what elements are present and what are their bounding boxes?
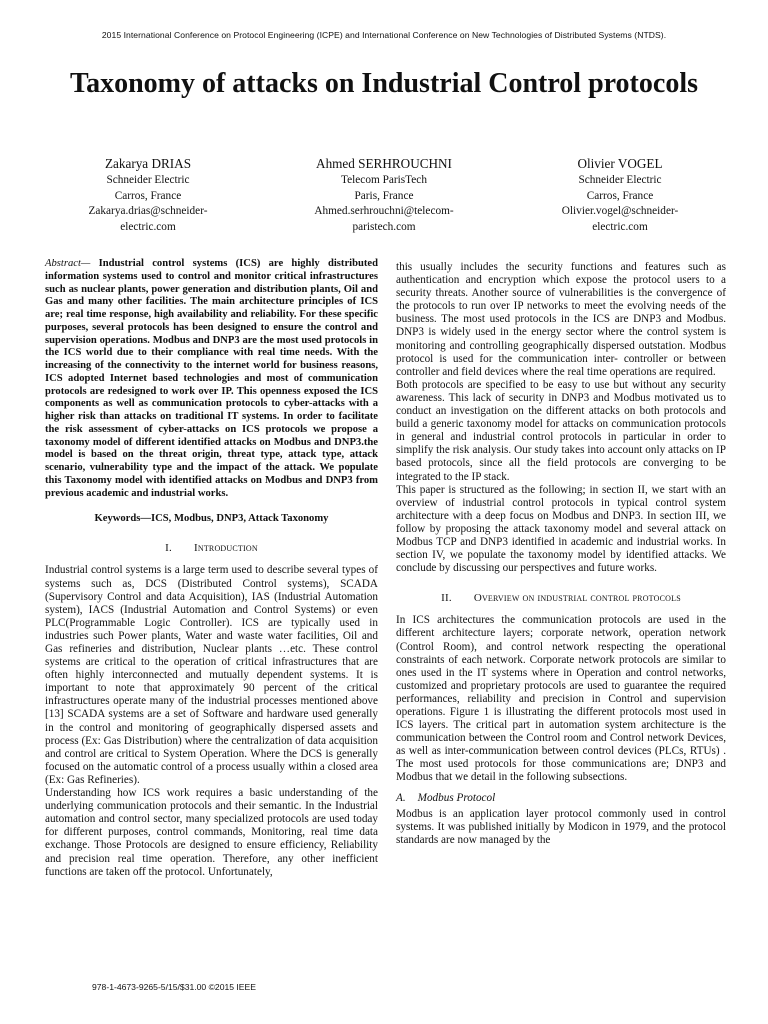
author-email-continued: electric.com	[120, 220, 176, 233]
author-3	[520, 154, 720, 235]
author-email-continued: paristech.com	[352, 220, 416, 233]
section-number: II.	[441, 592, 452, 605]
author-email: Olivier.vogel@schneider-	[561, 205, 679, 217]
paragraph: Modbus is an application layer protocol commonly used in control systems. It was published initially by Modicon in 1979, and the protocol standards are now managed by the	[396, 807, 726, 846]
right-column	[396, 261, 726, 847]
conference-header: 2015 International Conference on Protocol Engineering (ICPE) and International Conference on New Technologies of Distributed Systems (NTDS).	[101, 30, 667, 40]
section-heading-overview	[396, 592, 726, 605]
abstract-label: Abstract—	[45, 258, 91, 269]
paper-title: Taxonomy of attacks on Industrial Control protocols	[69, 68, 698, 99]
paragraph: this usually includes the security functions and features such as authentication and encryption which expose the protocol users to a security threats. Another source of vulnerabilities is the convergence of the protocols to run over IP networks to meet the evolving needs of the business. The most used protocols in the ICS are DNP3 and Modbus. DNP3 is widely used in the energy sector where the control system is monitoring and controlling geographically dispersed outstation. Modbus protocol is used for the communication inter- controller or between controller and field devices where the real time operations are required.	[396, 261, 726, 378]
author-affiliation: Schneider Electric	[106, 174, 190, 186]
section-heading-introduction	[45, 542, 378, 555]
paragraph: Industrial control systems is a large term used to describe several types of systems such as, DCS (Distributed Control systems), SCADA (Supervisory Control and data Acquisition), IAS (Industrial Automation system), IACS (Industrial Automation and Control Systems) or even PLC(Programmable Logic Controller). ICS are typically used in industries such Power plants, Water and waste water facilities, Oil and Gas refineries and distribution, Nuclear plants …etc. These control systems are critical to the operation of critical infrastructures that are often highly interconnected and mutually dependent systems. It is important to note that approximately 90 percent of the critical infrastructures operate many of the industrial processes mentioned above [13] SCADA systems are a set of Software and hardware used generally in the control and monitoring of geographically dispersed assets and process (Ex: Gas Distribution) where the centralization of data acquisition and control are critical to System Operation. Where the DCS is generally focused on the automatic control of a process usually within a closed area (Ex: Gas Refineries).	[45, 564, 378, 786]
subsection-number: A.	[396, 791, 406, 804]
author-location: Carros, France	[586, 189, 654, 202]
paragraph: In ICS architectures the communication protocols are used in the different architecture layers; corporate network, operation network (Control Room), and control network respecting the operational constraints of each network. Corporate network protocols are similar to ones used in the IT systems where in Operation and control networks, customized and proprietary protocols are used to guarantee the required performances, reliability and precision in Control and supervision operations. Figure 1 is illustrating the different protocols most used in ICS layers. The critical part in automation system architecture is the communication between the Control room and Control network Devices, as well as inter-communication between control devices (PLCs, RTUs) . The most used protocols for those communications are; DNP3 and Modbus that we detail in the following subsections.	[396, 614, 726, 784]
author-name: Olivier VOGEL	[577, 156, 663, 171]
author-name: Ahmed SERHROUCHNI	[316, 156, 452, 171]
author-block	[40, 154, 728, 234]
author-email: Zakarya.drias@schneider-	[88, 205, 208, 217]
author-location: Paris, France	[354, 189, 414, 202]
keywords: Keywords—ICS, Modbus, DNP3, Attack Taxonomy	[94, 513, 329, 525]
copyright-footer: 978-1-4673-9265-5/15/$31.00 ©2015 IEEE	[92, 982, 257, 992]
author-affiliation: Telecom ParisTech	[341, 174, 427, 186]
author-2	[284, 154, 484, 235]
subsection-title: Modbus Protocol	[417, 791, 496, 804]
left-column	[45, 258, 378, 879]
paragraph: Both protocols are specified to be easy to use but without any security awareness. This lack of security in DNP3 and Modbus motivated us to conduct an investigation on the different attacks on both protocols and build a generic taxonomy model for attacks on communication protocols in general and industrial control protocols in particular in order to simplify the risk analysis. Our study takes into account only attacks on IP based protocols, since all the field protocols are converging to be integrated to the IP stack.	[396, 378, 726, 483]
author-location: Carros, France	[114, 189, 182, 202]
section-title: Introduction	[193, 542, 258, 555]
author-email-continued: electric.com	[592, 220, 648, 233]
author-affiliation: Schneider Electric	[578, 174, 662, 186]
section-number: I.	[165, 542, 172, 555]
author-name: Zakarya DRIAS	[104, 156, 192, 171]
author-email: Ahmed.serhrouchni@telecom-	[314, 205, 454, 217]
abstract	[45, 258, 378, 500]
paragraph: Understanding how ICS work requires a basic understanding of the underlying communication protocols and their semantic. In the Industrial automation and control sector, many specialized protocols are used today for different purposes, control commands, Monitoring, real time data exchange. Those Protocols are designed to ensure efficiency, Reliability and precision real time operation. Therefore, any other inefficient functions are taken off the protocol. Unfortunately,	[45, 787, 378, 878]
abstract-text: Industrial control systems (ICS) are highly distributed information systems used to control and monitor critical infrastructures such as nuclear plants, power generation and distribution plants, Oil and Gas and many other facilities. The main architecture principles of ICS are; real time response, high availability and reliability. For these specific purposes, several protocols has been designed to ensure the control and supervision operations. Modbus and DNP3 are the most used protocols in the ICS world due to their compliance with real time needs. With the increasing of the connectivity to the internet world for business reasons, ICS adopted Internet based technologies and most of communication protocols are redesigned to work over IP. This openness exposed the ICS components as well as communication protocols to cyber-attacks with a higher risk than attacks on traditional IT systems. In order to facilitate the risk assessment of cyber-attacks on ICS protocols we propose a taxonomy model of different identified attacks on Modbus and DNP3.the model is based on the threat origin, threat type, attack type, attack scenario, vulnerability type and the impact of the attack. We populate this Taxonomy model with identified attacks on Modbus and DNP3 from previous academic and industrial works.	[45, 258, 378, 499]
author-1	[48, 154, 248, 235]
section-title: Overview on industrial control protocols	[473, 592, 681, 605]
paragraph: This paper is structured as the following; in section II, we start with an overview of industrial control protocols in typical control system architecture with a deep focus on Modbus and DNP3. In section III, we follow by proposing the attack taxonomy model and several attack on Modbus TCP and DNP3 identified in academic and industrial works. In section IV, we populate the taxonomy model by identified attacks. We conclude by discussing our perspectives and future works.	[396, 483, 726, 575]
subsection-heading-modbus	[396, 792, 726, 805]
